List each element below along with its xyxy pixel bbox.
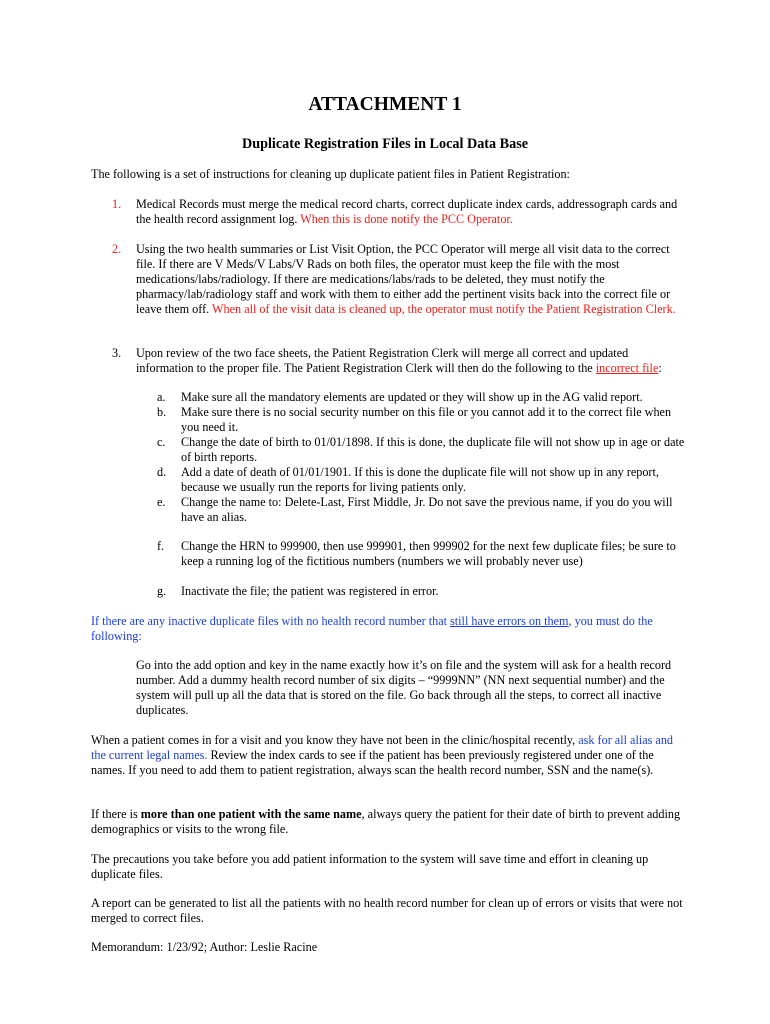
item-1-number: 1.	[112, 197, 122, 211]
subitem-c-text: Change the date of birth to 01/01/1898. If this is done, the duplicate file will not show up in age or date of birth reports.	[181, 435, 685, 464]
subitem-g-letter: g.	[157, 584, 167, 598]
subitem-f-letter: f.	[157, 539, 165, 553]
subitem-c-letter: c.	[157, 435, 166, 449]
item-2-text: Using the two health summaries or List Visit Option, the PCC Operator will merge all visit data to the correct file. If there are V Meds/V Labs/V Rads on both files, the operator must keep the file with the most medications/labs/radiology. If there are medications/labs/rads to be deleted, they must notify the pharmacy/lab/radiology staff and work with them to either add the pertinent visits back into the correct file or leave them off. When all of the visit data is cleaned up, the operator must notify the Patient Registration Clerk.	[136, 242, 676, 316]
subitem-d-letter: d.	[157, 465, 167, 479]
same-name-paragraph: If there is more than one patient with the same name, always query the patient for their date of birth to prevent adding demographics or visits to the wrong file.	[91, 807, 681, 836]
incorrect-file-link: incorrect file	[595, 361, 659, 375]
document-title: ATTACHMENT 1	[308, 94, 462, 115]
item-3-text: Upon review of the two face sheets, the Patient Registration Clerk will merge all correct and updated information to the proper file. The Patient Registration Clerk will then do the following to the incorrect file:	[136, 346, 662, 375]
precautions-paragraph: The precautions you take before you add patient information to the system will save time and effort in cleaning up duplicate files.	[91, 852, 649, 881]
item-1-note: When this is done notify the PCC Operator.	[300, 212, 513, 226]
item-1-text: Medical Records must merge the medical record charts, correct duplicate index cards, addressograph cards and the health record assignment log. When this is done notify the PCC Operator.	[136, 197, 678, 226]
item-3-number: 3.	[112, 346, 122, 360]
subitem-f-text: Change the HRN to 999900, then use 999901, then 999902 for the next few duplicate files; be sure to keep a running log of the fictitious numbers (numbers we will probably never use)	[181, 539, 676, 568]
same-name-emphasis: more than one patient with the same name	[140, 807, 362, 821]
inactive-steps-paragraph: Go into the add option and key in the name exactly how it’s on file and the system will ask for a health record number. Add a dummy health record number of six digits – “9999NN” (NN next sequential number) and the system will pull up all the data that is stored on the file. Go back through all the steps, to correct all inactive duplicates.	[136, 658, 672, 717]
report-paragraph: A report can be generated to list all the patients with no health record number for clean up of errors or visits that were not merged to correct files.	[91, 896, 683, 925]
subitem-b-letter: b.	[157, 405, 167, 419]
still-have-errors-link: still have errors on them	[450, 614, 569, 628]
subitem-e-letter: e.	[157, 495, 166, 509]
alias-names-note: ask for all alias and the current legal names.	[91, 733, 674, 762]
item-2-number: 2.	[112, 242, 122, 256]
subitem-e-text: Change the name to: Delete-Last, First Middle, Jr. Do not save the previous name, if you do you will have an alias.	[181, 495, 673, 524]
item-2-note: When all of the visit data is cleaned up, the operator must notify the Patient Registration Clerk.	[212, 302, 676, 316]
inactive-duplicates-paragraph: If there are any inactive duplicate files with no health record number that still have errors on them, you must do the following:	[91, 614, 653, 643]
subitem-b-text: Make sure there is no social security number on this file or you cannot add it to the correct file when you need it.	[181, 405, 672, 434]
intro-paragraph: The following is a set of instructions for cleaning up duplicate patient files in Patient Registration:	[91, 167, 570, 181]
subitem-d-text: Add a date of death of 01/01/1901. If this is done the duplicate file will not show up in any report, because we usually run the reports for living patients only.	[181, 465, 659, 494]
subitem-g-text: Inactivate the file; the patient was registered in error.	[181, 584, 439, 598]
visit-paragraph: When a patient comes in for a visit and you know they have not been in the clinic/hospital recently, ask for all alias and the current legal names. Review the index cards to see if the patient has been previously registered under one of the names. If you need to add them to patient registration, always scan the health record number, SSN and the name(s).	[91, 733, 674, 777]
subitem-a-text: Make sure all the mandatory elements are updated or they will show up in the AG valid report.	[181, 390, 643, 404]
subitem-a-letter: a.	[157, 390, 166, 404]
memorandum-line: Memorandum: 1/23/92; Author: Leslie Racine	[91, 940, 318, 954]
document-subtitle: Duplicate Registration Files in Local Data Base	[241, 136, 529, 152]
